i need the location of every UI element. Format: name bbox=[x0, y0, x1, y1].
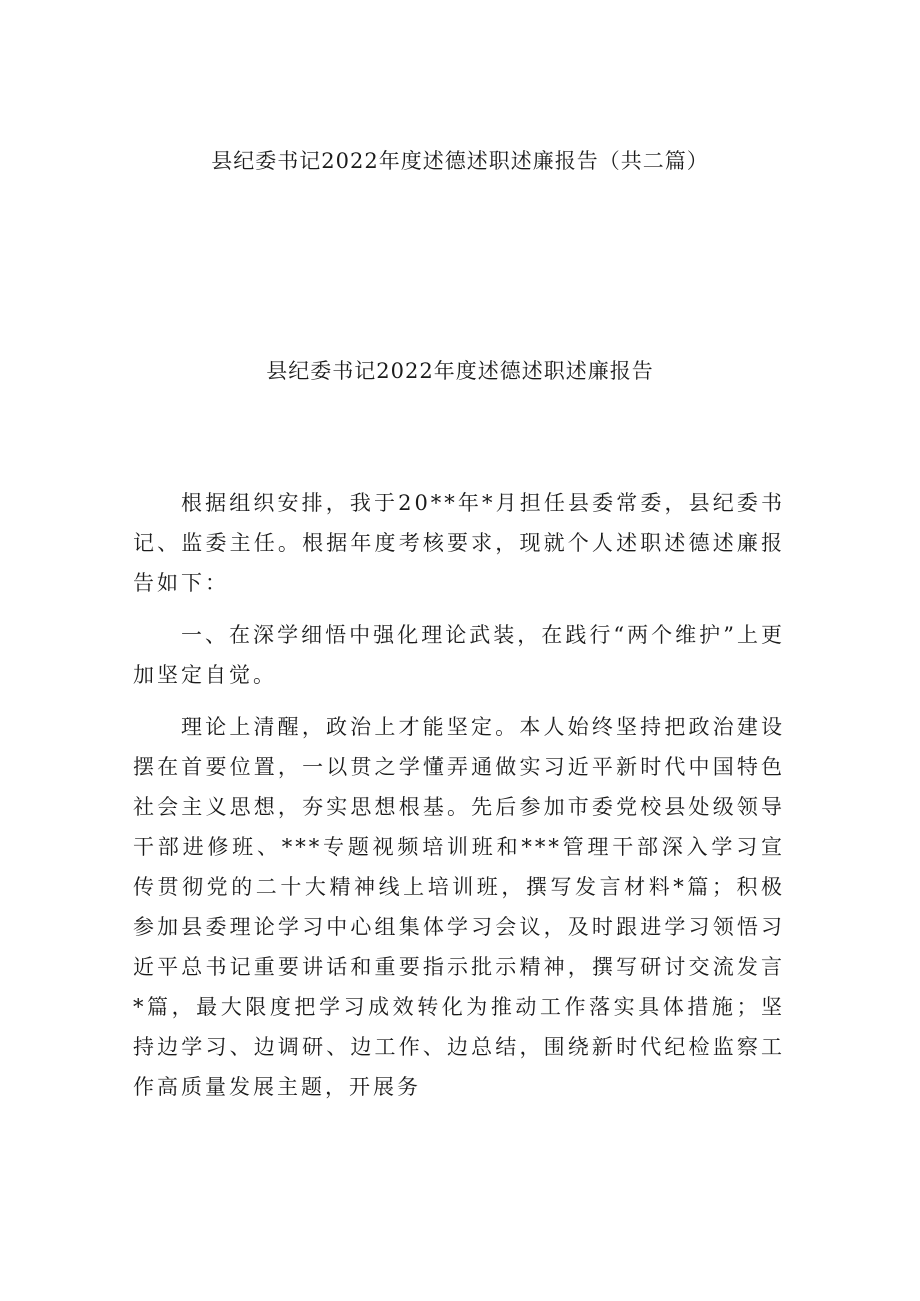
paragraph-section-heading: 一、在深学细悟中强化理论武装，在践行“两个维护”上更加坚定自觉。 bbox=[133, 623, 785, 687]
paragraph-theory: 理论上清醒，政治上才能坚定。本人始终坚持把政治建设摆在首要位置，一以贯之学懂弄通做实习近平新时代中国特色社会主义思想，夯实思想根基。先后参加市委党校县处级领导干部进修班、***专题视频培训班和***管理干部深入学习宣传贯彻党的二十大精神线上培训班，撰写发言材料*篇；积极参加县委理论学习中心组集体学习会议，及时跟进学习领悟习近平总书记重要讲话和重要指示批示精神，撰写研讨交流发言*篇，最大限度把学习成效转化为推动工作落实具体措施；坚持边学习、边调研、边工作、边总结，围绕新时代纪检监察工作高质量发展主题，开展务 bbox=[133, 715, 785, 1099]
report-subtitle: 县纪委书记2022年度述德述职述廉报告 bbox=[266, 359, 654, 383]
report-body bbox=[133, 483, 785, 1119]
paragraph-intro: 根据组织安排，我于20**年*月担任县委常委，县纪委书记、监委主任。根据年度考核要求，现就个人述职述德述廉报告如下： bbox=[133, 491, 785, 595]
document-title: 县纪委书记2022年度述德述职述廉报告（共二篇） bbox=[211, 149, 709, 173]
